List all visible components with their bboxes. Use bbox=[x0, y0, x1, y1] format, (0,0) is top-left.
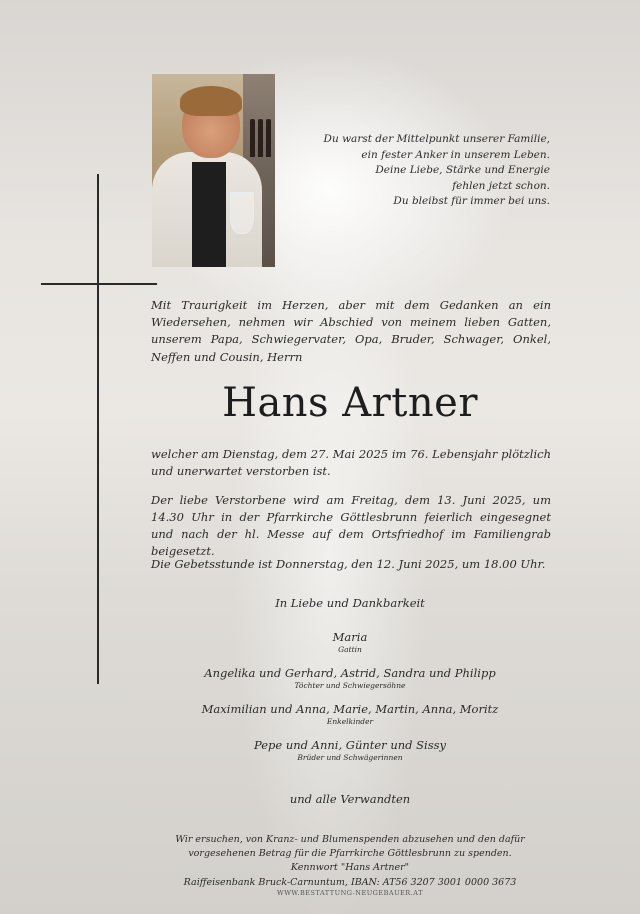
wine-bottle bbox=[258, 119, 263, 157]
verse-line: Deine Liebe, Stärke und Energie bbox=[375, 164, 550, 177]
portrait-hair bbox=[180, 86, 242, 116]
donation-line: Kennwort "Hans Artner" bbox=[290, 862, 410, 874]
portrait-shirt bbox=[192, 162, 226, 267]
funeral-home-website: WWW.BESTATTUNG-NEUGEBAUER.AT bbox=[277, 889, 423, 897]
cross-vertical-bar bbox=[97, 174, 99, 684]
family-role: Gattin bbox=[338, 645, 362, 654]
family-heading: In Liebe und Dankbarkeit bbox=[275, 596, 425, 610]
funeral-text: Der liebe Verstorbene wird am Freitag, dem 13. Juni 2025, um 14.30 Uhr in der Pfarrkirche Göttlesbrunn feierlich eingesegnet und nach der hl. Messe auf dem Ortsfriedhof im Familiengrab beigesetzt. bbox=[151, 493, 551, 558]
wine-bottle bbox=[250, 119, 255, 157]
intro-text: Mit Traurigkeit im Herzen, aber mit dem Gedanken an ein Wiedersehen, nehmen wir Abschied von meinem lieben Gatten, unserem Papa, Schwiegervater, Opa, Bruder, Schwager, Onkel, Neffen und Cousin, Herrn bbox=[151, 298, 551, 364]
family-names: Angelika und Gerhard, Astrid, Sandra und Philipp bbox=[204, 666, 496, 680]
closing-text: und alle Verwandten bbox=[289, 792, 411, 806]
verse-line: Du warst der Mittelpunkt unserer Familie, bbox=[323, 133, 550, 145]
prayer-hour-text: Die Gebetsstunde ist Donnerstag, den 12. Juni 2025, um 18.00 Uhr. bbox=[151, 557, 546, 571]
donation-line: vorgesehenen Betrag für die Pfarrkirche Göttlesbrunn zu spenden. bbox=[188, 848, 512, 860]
family-role: Enkelkinder bbox=[326, 717, 374, 726]
donation-line: Raiffeisenbank Bruck-Carnuntum, IBAN: AT56 3207 3001 0000 3673 bbox=[183, 876, 517, 888]
memorial-verse bbox=[300, 132, 550, 210]
donation-notice bbox=[150, 833, 550, 890]
verse-line: fehlen jetzt schon. bbox=[452, 179, 550, 192]
verse-line: Du bleibst für immer bei uns. bbox=[393, 195, 550, 208]
deceased-name: Hans Artner bbox=[222, 380, 478, 426]
wine-glass bbox=[230, 192, 254, 234]
donation-line: Wir ersuchen, von Kranz- und Blumenspenden abzusehen und den dafür bbox=[175, 834, 525, 845]
cross-horizontal-bar bbox=[41, 283, 157, 285]
family-role: Brüder und Schwägerinnen bbox=[297, 753, 403, 762]
family-names: Maximilian und Anna, Marie, Martin, Anna, Moritz bbox=[201, 702, 499, 716]
wine-bottle bbox=[266, 119, 271, 157]
family-names: Pepe und Anni, Günter und Sissy bbox=[253, 738, 447, 752]
portrait-photo bbox=[152, 74, 275, 267]
family-signatures bbox=[150, 595, 550, 773]
death-notice-text: welcher am Dienstag, dem 27. Mai 2025 im 76. Lebensjahr plötzlich und unerwartet verstorben ist. bbox=[151, 447, 551, 478]
family-role: Töchter und Schwiegersöhne bbox=[294, 681, 406, 690]
family-names: Maria bbox=[332, 630, 368, 644]
verse-line: ein fester Anker in unserem Leben. bbox=[361, 148, 550, 161]
